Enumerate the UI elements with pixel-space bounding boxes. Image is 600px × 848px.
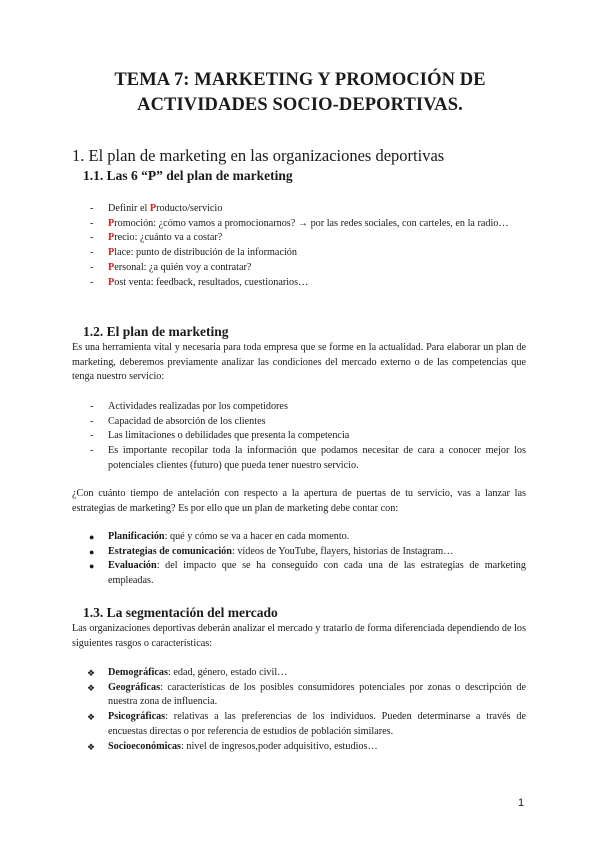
list-item: ❖ Socioeconómicas: nivel de ingresos,poder adquisitivo, estudios… — [72, 740, 526, 755]
list-item: ❖ Geográficas: características de los posibles consumidores potenciales por zonas o descripción de nuestra zona de influencia. — [87, 681, 526, 708]
dash-marker: - — [90, 430, 94, 442]
dash-marker: - — [90, 261, 94, 273]
list-item: - Capacidad de absorción de los clientes — [72, 415, 526, 430]
analysis-list — [72, 400, 526, 474]
paragraph-segmentation: Las organizaciones deportivas deberán analizar el mercado y tratarlo de forma diferenciada dependiendo de los siguientes rasgos o características: — [72, 623, 526, 649]
paragraph-question: ¿Con cuánto tiempo de antelación con respecto a la apertura de puertas de tu servicio, vas a lanzar las estrategias de marketing? Es por ello que un plan de marketing debe contar con: — [72, 488, 526, 514]
diamond-marker: ❖ — [87, 668, 96, 678]
title-line-2: ACTIVIDADES SOCIO-DEPORTIVAS. — [137, 95, 463, 115]
diamond-marker: ❖ — [87, 712, 96, 723]
bullet-marker: ● — [89, 546, 95, 557]
six-p-list — [72, 202, 526, 290]
subsection-heading-1-3: 1.3. La segmentación del mercado — [83, 605, 278, 620]
diamond-marker: ❖ — [87, 682, 96, 693]
list-item: ● Planificación: qué y cómo se va a hacer en cada momento. — [72, 530, 526, 545]
dash-marker: - — [90, 217, 94, 229]
dash-marker: - — [90, 276, 94, 288]
section-heading-1: 1. El plan de marketing en las organizaciones deportivas — [72, 146, 445, 165]
list-item: ❖ Demográficas: edad, género, estado civil… — [72, 666, 526, 681]
diamond-marker: ❖ — [87, 741, 96, 752]
segmentation-list — [72, 666, 526, 754]
subsection-heading-1-1: 1.1. Las 6 “P” del plan de marketing — [83, 168, 293, 183]
page-number: 1 — [518, 797, 525, 809]
list-item: - Actividades realizadas por los competidores — [72, 400, 526, 415]
dash-marker: - — [90, 232, 94, 244]
dash-marker: - — [90, 415, 94, 427]
subsection-heading-1-2: 1.2. El plan de marketing — [83, 324, 229, 339]
list-item: - Las limitaciones o debilidades que presenta la competencia — [72, 429, 526, 444]
list-item: - Precio: ¿cuánto va a costar? — [72, 231, 526, 246]
title-line-1: TEMA 7: MARKETING Y PROMOCIÓN DE — [114, 70, 486, 90]
list-item: - Personal: ¿a quién voy a contratar? — [72, 261, 526, 276]
bullet-marker: ● — [89, 532, 95, 542]
list-item: - Definir el Producto/servicio — [72, 202, 526, 217]
list-item: - Post venta: feedback, resultados, cuestionarios… — [72, 276, 526, 291]
list-item: ❖ Psicográficas: relativas a las preferencias de los individuos. Pueden determinarse a través de encuestas directas o por referencia de estudios de población similares. — [87, 711, 526, 737]
dash-marker: - — [90, 203, 94, 214]
bullet-marker: ● — [89, 561, 95, 572]
paragraph-plan-marketing: Es una herramienta vital y necesaria para toda empresa que se forme en la actualidad. Para elaborar un plan de marketing, deberemos previamente analizar las condiciones del mercado externo o de las competencias que tenga nuestro servicio: — [72, 342, 526, 382]
list-item: - Place: punto de distribución de la información — [72, 246, 526, 261]
dash-marker: - — [90, 401, 94, 412]
list-item: - Es importante recopilar toda la información que podamos necesitar de cara a conocer mejor los potenciales clientes (futuro) que pueda tener nuestro servicio. — [90, 445, 526, 471]
list-item: - Promoción: ¿cómo vamos a promocionarnos? → por las redes sociales, con carteles, en la radio… — [72, 217, 526, 232]
list-item: ● Estrategias de comunicación: vídeos de YouTube, flayers, historias de Instagram… — [72, 545, 526, 560]
dash-marker: - — [90, 445, 94, 457]
plan-components-list — [72, 530, 526, 589]
dash-marker: - — [90, 247, 94, 259]
list-item: ● Evaluación: del impacto que se ha conseguido con cada una de las estrategias de marketing empleadas. — [89, 560, 526, 587]
page-title — [40, 68, 560, 118]
